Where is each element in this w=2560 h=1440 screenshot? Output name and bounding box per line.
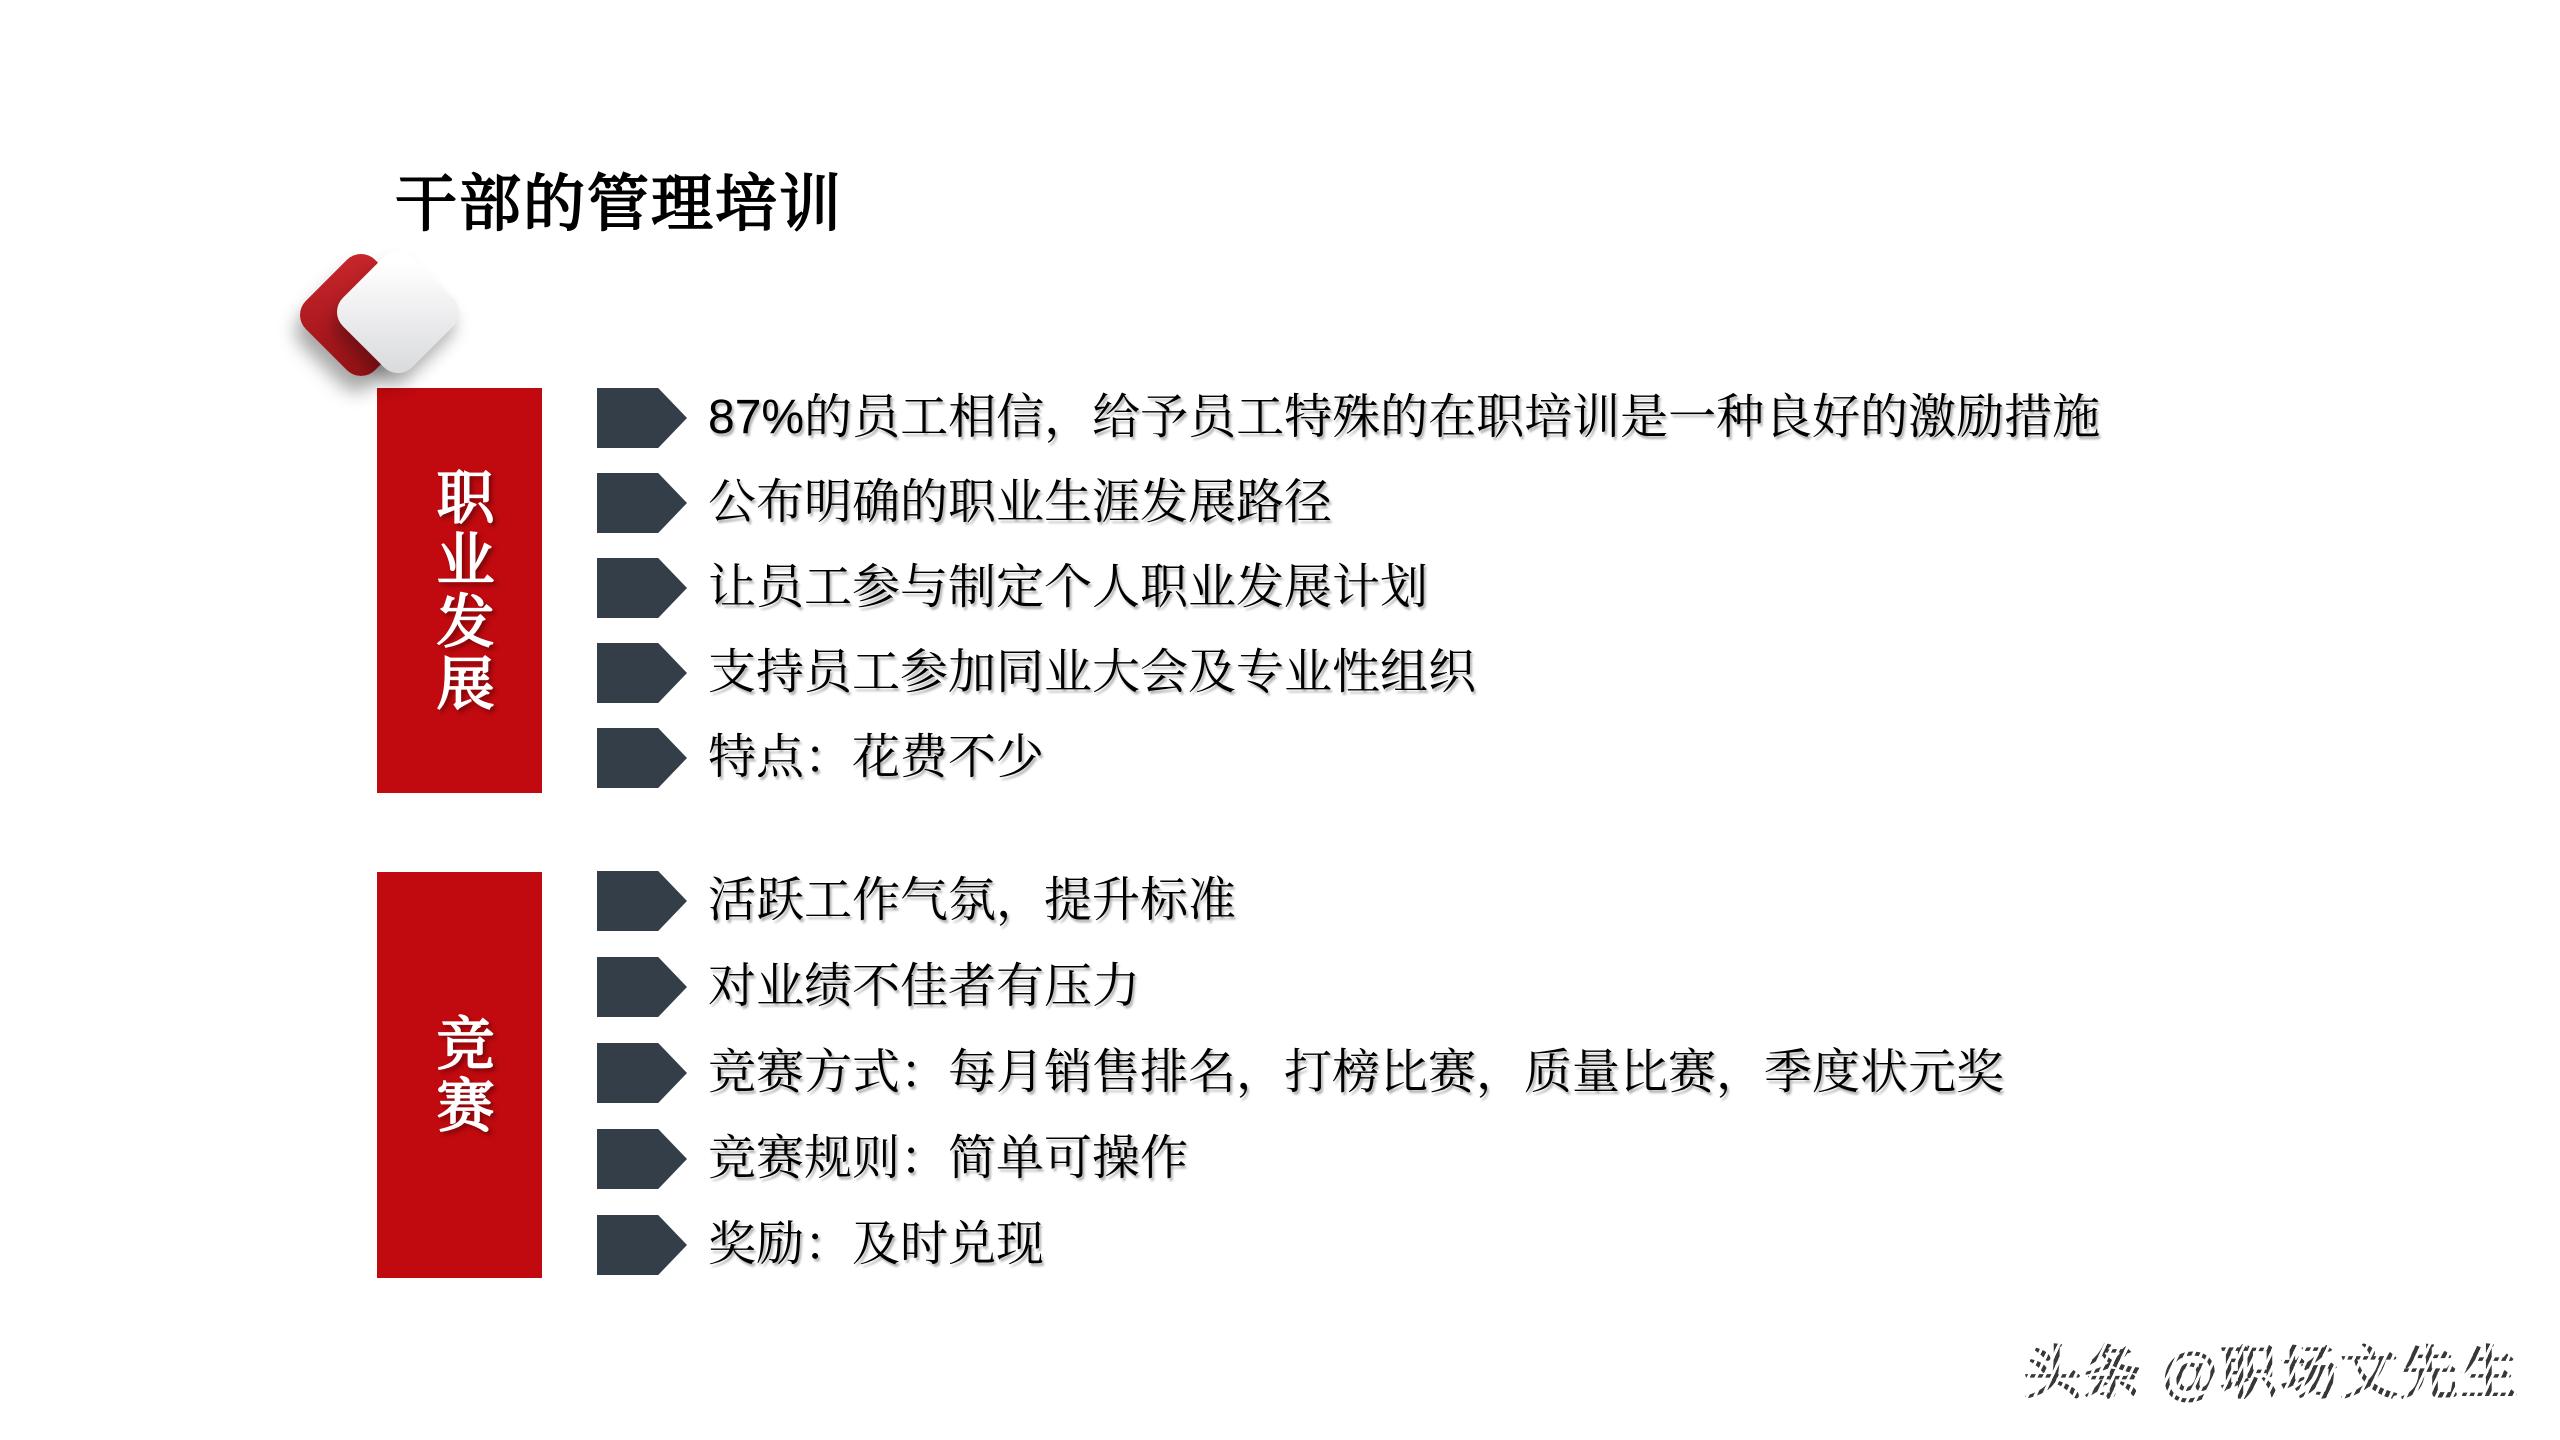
slide-logo — [140, 110, 380, 310]
section-label-competition: 竞赛 — [427, 1013, 493, 1137]
bullet-row — [597, 1215, 1044, 1275]
arrow-bullet-icon — [597, 1129, 687, 1189]
arrow-bullet-icon — [597, 871, 687, 931]
toutiao-watermark: 头条 @职场文先生 — [2023, 1326, 2520, 1410]
arrow-bullet-icon — [597, 1215, 687, 1275]
bullet-text: 活跃工作气氛，提升标准 — [708, 874, 1237, 927]
bullet-row — [597, 388, 2100, 448]
arrow-bullet-icon — [597, 388, 687, 448]
bullet-row — [597, 1129, 1188, 1189]
bullet-text: 竞赛方式：每月销售排名，打榜比赛，质量比赛，季度状元奖 — [708, 1046, 2005, 1099]
bullet-text: 让员工参与制定个人职业发展计划 — [708, 561, 1429, 614]
bullet-row — [597, 728, 1044, 788]
arrow-bullet-icon — [597, 558, 687, 618]
arrow-bullet-icon — [597, 728, 687, 788]
bullet-row — [597, 558, 1428, 618]
bullet-text: 支持员工参加同业大会及专业性组织 — [708, 646, 1477, 699]
section-label-career: 职业发展 — [427, 466, 493, 715]
arrow-bullet-icon — [597, 643, 687, 703]
bullet-row — [597, 871, 1236, 931]
page-title: 干部的管理培训 — [395, 170, 844, 239]
bullet-text: 对业绩不佳者有压力 — [708, 960, 1141, 1013]
bullet-text: 竞赛规则：简单可操作 — [708, 1132, 1189, 1185]
bullet-text: 公布明确的职业生涯发展路径 — [708, 476, 1333, 529]
section-bar-competition — [377, 872, 542, 1278]
bullet-text: 奖励：及时兑现 — [708, 1218, 1045, 1271]
bullet-text: 87%的员工相信，给予员工特殊的在职培训是一种良好的激励措施 — [708, 391, 2101, 444]
bullet-row — [597, 643, 1476, 703]
arrow-bullet-icon — [597, 957, 687, 1017]
arrow-bullet-icon — [597, 1043, 687, 1103]
arrow-bullet-icon — [597, 473, 687, 533]
bullet-row — [597, 473, 1332, 533]
section-bar-career — [377, 388, 542, 793]
bullet-row — [597, 957, 1140, 1017]
bullet-text: 特点：花费不少 — [708, 731, 1045, 784]
bullet-row — [597, 1043, 2004, 1103]
